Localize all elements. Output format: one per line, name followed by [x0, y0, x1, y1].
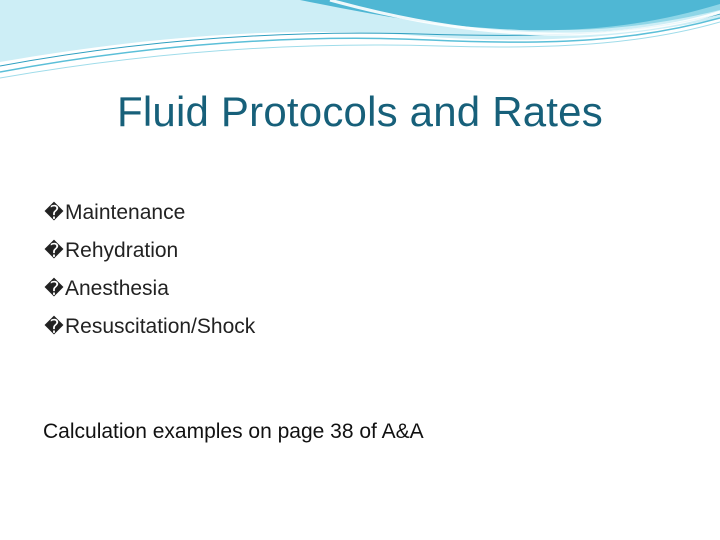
- bullet-label: Maintenance: [65, 201, 186, 224]
- bullet-label: Anesthesia: [65, 277, 169, 300]
- bullet-glyph-icon: �: [44, 202, 64, 224]
- bullet-label: Rehydration: [65, 239, 179, 262]
- bullet-list: [44, 194, 255, 346]
- slide-title: Fluid Protocols and Rates: [117, 88, 603, 135]
- bullet-glyph-icon: �: [44, 316, 64, 338]
- bullet-item: [44, 270, 255, 308]
- bullet-item: [44, 232, 255, 270]
- bullet-label: Resuscitation/Shock: [65, 315, 256, 338]
- bullet-glyph-icon: �: [44, 278, 64, 300]
- bullet-glyph-icon: �: [44, 240, 64, 262]
- header-wave-decoration: [0, 0, 720, 90]
- calculation-note: Calculation examples on page 38 of A&A: [43, 420, 424, 443]
- bullet-item: [44, 194, 255, 232]
- bullet-item: [44, 308, 255, 346]
